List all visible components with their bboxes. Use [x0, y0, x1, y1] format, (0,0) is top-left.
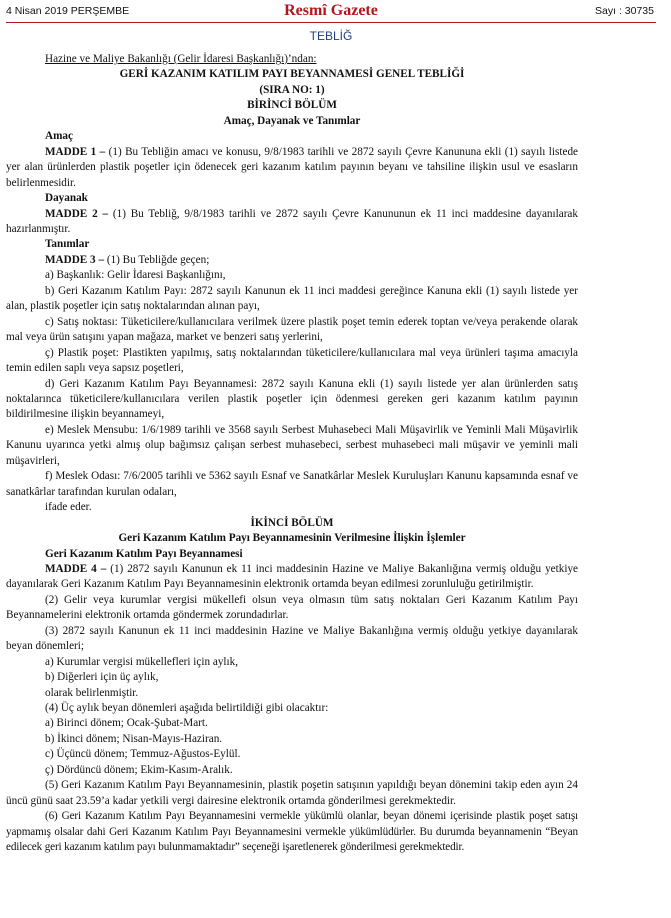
article-4-p5: (5) Geri Kazanım Katılım Payı Beyannamesinin, plastik poşetin satışının yapıldığı beyan dönemini takip eden ayın 24 üncü günü saat 23.59’a kadar yetkili vergi dairesine elektronik ortamda gönderilmesi gerekmektedir.: [6, 779, 578, 807]
article-2-label: MADDE 2 –: [45, 207, 109, 220]
quarter-item: c) Üçüncü dönem; Temmuz-Ağustos-Eylül.: [45, 748, 241, 761]
section-1-heading: BİRİNCİ BÖLÜM: [247, 99, 337, 112]
issue-number: Sayı : 30735: [595, 5, 654, 17]
definitions-closing: ifade eder.: [45, 501, 92, 514]
article-4: [6, 562, 578, 593]
document-title: GERİ KAZANIM KATILIM PAYI BEYANNAMESİ GENEL TEBLİĞİ: [119, 68, 465, 81]
issuer-line: Hazine ve Maliye Bakanlığı (Gelir İdaresi Başkanlığı)’ndan:: [45, 53, 317, 65]
definition-item: e) Meslek Mensubu: 1/6/1989 tarihli ve 3568 sayılı Serbest Muhasebeci Mali Müşavirlik ve Yeminli Mali Müşavirlik Kanunu uyarınca yetki almış olup bağımsız çalışan serbest muhasebeci, serbest muhasebeci mali müşavir ve yeminli mali müşavirleri,: [6, 423, 578, 467]
section-2-heading: İKİNCİ BÖLÜM: [250, 516, 334, 529]
purpose-heading: Amaç: [45, 130, 73, 143]
section-1-subheading: Amaç, Dayanak ve Tanımlar: [223, 114, 361, 127]
gazette-header: [6, 0, 656, 23]
period-item: a) Kurumlar vergisi mükellefleri için aylık,: [45, 655, 239, 668]
section-2-subheading: Geri Kazanım Katılım Payı Beyannamesinin Verilmesine İlişkin İşlemler: [118, 532, 466, 545]
article-4-p6: (6) Geri Kazanım Katılım Payı Beyannamesini vermekle yükümlü olanlar, beyan dönemi içerisinde plastik poşet satışı yapmamış olsalar dahi Geri Kazanım Katılım Payı Beyannamesini vermekle yükümlüdürler. Bu durumda beyannamenin “Beyan edilecek geri kazanım katılım payı bulunmamaktadır” seçeneği işaretlenerek gönderilmesi gerekmektedir.: [6, 810, 578, 854]
article-4-p3: (3) 2872 sayılı Kanunun ek 11 inci maddesinin Hazine ve Maliye Bakanlığına vermiş olduğu yetkiye dayanılarak beyan dönemleri;: [6, 624, 578, 653]
definition-item: a) Başkanlık: Gelir İdaresi Başkanlığını,: [45, 269, 226, 282]
definition-item: d) Geri Kazanım Katılım Payı Beyannamesi: 2872 sayılı Kanuna ekli (1) sayılı listede yer alan ürünlerden satış noktalarınca tüketicilere/kullanıcılara verilen plastik poşetler için ödenmesi gereken geri kazanım katılım payının bildirilmesine ilişkin beyannameyi,: [6, 377, 578, 421]
article-2: [6, 207, 578, 238]
header-divider: [6, 22, 656, 23]
article-3-intro: (1) Bu Tebliğde geçen;: [104, 253, 210, 266]
period-item: b) Diğerleri için üç aylık,: [45, 671, 159, 684]
serial-number: (SIRA NO: 1): [259, 83, 325, 96]
quarter-item: b) İkinci dönem; Nisan-Mayıs-Haziran.: [45, 732, 223, 745]
gazette-name: Resmî Gazete: [284, 2, 378, 19]
basis-heading: Dayanak: [45, 192, 88, 205]
article-4-p1: (1) 2872 sayılı Kanunun ek 11 inci maddesinin Hazine ve Maliye Bakanlığına vermiş olduğu yetkiye dayanılarak Geri Kazanım Katılım Payı Beyannamesinin elektronik ortamda beyan edilmesi zorunluluğu getirilmiştir.: [6, 562, 579, 591]
article-4-p3-close: olarak belirlenmiştir.: [45, 686, 139, 699]
definition-item: ç) Plastik poşet: Plastikten yapılmış, satış noktalarından tüketicilere/kullanıcılara mal veya ürünleri taşıma amacıyla temin edilen saplı veya sapsız poşetleri,: [6, 346, 578, 375]
article-3-label: MADDE 3 –: [45, 253, 105, 266]
definition-item: b) Geri Kazanım Katılım Payı: 2872 sayılı Kanunun ek 11 inci maddesi gereğince Kanuna ekli (1) sayılı listede yer alan, plastik poşetler için satış noktalarından alınan payı,: [6, 284, 578, 313]
header-date: 4 Nisan 2019 PERŞEMBE: [6, 5, 130, 17]
article-1: [6, 145, 578, 191]
article-1-text: (1) Bu Tebliğin amacı ve konusu, 9/8/1983 tarihli ve 2872 sayılı Çevre Kanununa ekli (1) sayılı listede yer alan ürünlerden plastik poşetler için ödenecek geri kazanım katılım payının beyanı ve tahsiline ilişkin usul ve esasların belirlenmesidir.: [6, 145, 579, 189]
article-4-label: MADDE 4 –: [45, 562, 107, 575]
quarter-item: a) Birinci dönem; Ocak-Şubat-Mart.: [45, 717, 208, 730]
definition-item: c) Satış noktası: Tüketicilere/kullanıcılara verilmek üzere plastik poşet temin ederek toptan ve/veya perakende olarak mal veya ürün satışını yapan mağaza, market ve benzeri satış yerlerini,: [6, 315, 578, 344]
article-4-p2: (2) Gelir veya kurumlar vergisi mükellefi olsun veya olmasın tüm satış noktaları Geri Kazanım Katılım Payı Beyannamelerini elektronik ortamda göndermek zorundadırlar.: [6, 593, 578, 622]
definitions-heading: Tanımlar: [45, 238, 90, 251]
declaration-heading: Geri Kazanım Katılım Payı Beyannamesi: [45, 547, 243, 560]
article-2-text: (1) Bu Tebliğ, 9/8/1983 tarihli ve 2872 sayılı Çevre Kanununun ek 11 inci maddesine dayanılarak hazırlanmıştır.: [6, 207, 578, 235]
article-4-p4: (4) Üç aylık beyan dönemleri aşağıda belirtildiği gibi olacaktır:: [45, 702, 329, 715]
article-3: [6, 253, 578, 268]
document-type: TEBLİĞ: [309, 29, 353, 43]
document-body: [6, 52, 578, 856]
article-1-label: MADDE 1 –: [45, 145, 106, 158]
quarter-item: ç) Dördüncü dönem; Ekim-Kasım-Aralık.: [45, 763, 233, 776]
definition-item: f) Meslek Odası: 7/6/2005 tarihli ve 5362 sayılı Esnaf ve Sanatkârlar Meslek Kuruluşları Kanunu kapsamında esnaf ve sanatkârlar tarafından kurulan odaları,: [6, 470, 578, 498]
